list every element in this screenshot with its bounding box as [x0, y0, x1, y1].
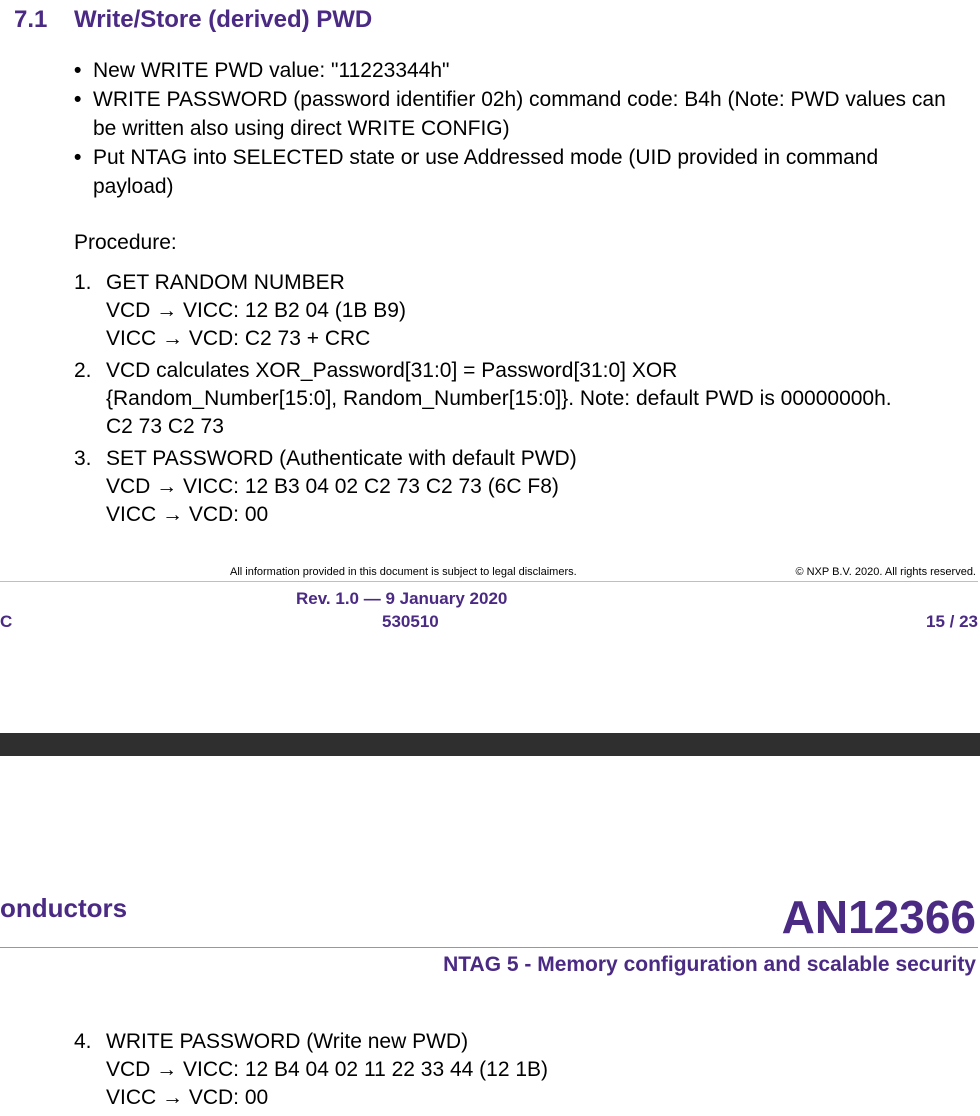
step-line: VCD → VICC: 12 B2 04 (1B B9) — [106, 299, 406, 322]
bullet-text: Put NTAG into SELECTED state or use Addressed mode (UID provided in command payload) — [93, 146, 879, 198]
bullet-symbol: • — [74, 146, 82, 169]
bullet-item — [74, 56, 964, 85]
procedure-step — [74, 1028, 974, 1112]
procedure-steps-continued — [74, 1028, 974, 1116]
footer-divider — [0, 581, 978, 582]
step-line: VICC → VCD: 00 — [106, 1086, 269, 1109]
footer-revision: Rev. 1.0 — 9 January 2020 — [296, 589, 508, 608]
procedure-step — [74, 269, 974, 353]
bullet-text: New WRITE PWD value: "11223344h" — [93, 59, 450, 82]
step-number: 2. — [74, 359, 92, 382]
step-number: 3. — [74, 447, 92, 470]
footer-doc-number: 530510 — [382, 612, 439, 631]
bullet-symbol: • — [74, 59, 82, 82]
step-line: C2 73 C2 73 — [106, 415, 224, 438]
step-line: VCD calculates XOR_Password[31:0] = Password[31:0] XOR — [106, 359, 678, 382]
header-divider — [0, 947, 978, 948]
step-line: GET RANDOM NUMBER — [106, 271, 345, 294]
step-number: 4. — [74, 1030, 92, 1053]
bullet-list — [74, 56, 964, 201]
footer-page-number: 15 / 23 — [926, 612, 978, 631]
page-separator — [0, 733, 980, 756]
bullet-item — [74, 143, 964, 201]
procedure-step — [74, 357, 974, 441]
bullet-symbol: • — [74, 88, 82, 111]
section-number: 7.1 — [14, 6, 48, 33]
step-line: {Random_Number[15:0], Random_Number[15:0]}. Note: default PWD is 00000000h. — [106, 387, 892, 410]
step-line: VCD → VICC: 12 B4 04 02 11 22 33 44 (12 1B) — [106, 1058, 549, 1081]
header-doc-id: AN12366 — [781, 891, 976, 943]
bullet-item — [74, 85, 964, 143]
header-doc-subtitle: NTAG 5 - Memory configuration and scalable security — [443, 953, 976, 976]
footer-copyright: © NXP B.V. 2020. All rights reserved. — [795, 566, 976, 578]
step-line: SET PASSWORD (Authenticate with default PWD) — [106, 447, 577, 470]
procedure-steps — [74, 269, 974, 533]
section-title: Write/Store (derived) PWD — [74, 6, 373, 33]
header-company: onductors — [0, 893, 128, 923]
step-line: VCD → VICC: 12 B3 04 02 C2 73 C2 73 (6C F8) — [106, 475, 559, 498]
bullet-text: WRITE PASSWORD (password identifier 02h) command code: B4h (Note: PWD values can be written also using direct WRITE CONFIG) — [93, 88, 946, 140]
step-line: WRITE PASSWORD (Write new PWD) — [106, 1030, 469, 1053]
procedure-step — [74, 445, 974, 529]
step-line: VICC → VCD: C2 73 + CRC — [106, 327, 371, 350]
step-line: VICC → VCD: 00 — [106, 503, 269, 526]
procedure-label: Procedure: — [74, 231, 177, 254]
step-number: 1. — [74, 271, 92, 294]
footer-disclaimer: All information provided in this document is subject to legal disclaimers. — [230, 566, 577, 578]
footer-left-fragment: C — [0, 612, 13, 631]
